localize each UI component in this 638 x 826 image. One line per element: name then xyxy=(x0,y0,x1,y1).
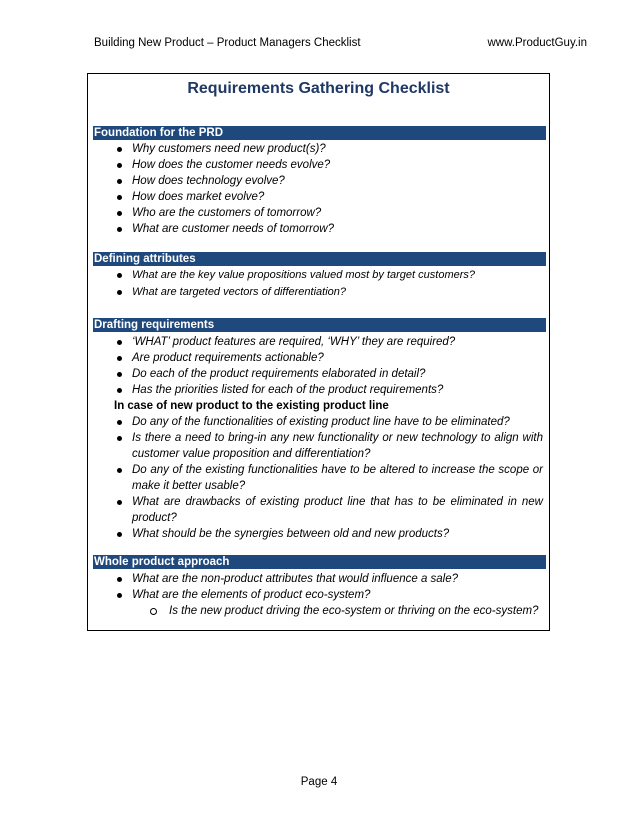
list-subitem: Is the new product driving the eco-system or thriving on the eco-system? xyxy=(88,603,549,619)
section-heading-drafting: Drafting requirements xyxy=(93,318,546,332)
list-item: Why customers need new product(s)? xyxy=(88,141,549,157)
list-item: Do each of the product requirements elaborated in detail? xyxy=(88,366,549,382)
bullet-icon xyxy=(117,340,122,345)
list-item: What should be the synergies between old and new products? xyxy=(88,526,549,542)
list-item: Do any of the functionalities of existing product line have to be eliminated? xyxy=(88,414,549,430)
bullet-icon xyxy=(117,593,122,598)
list-item: What are the key value propositions valued most by target customers? xyxy=(88,267,549,284)
subheading: In case of new product to the existing product line xyxy=(114,400,389,412)
checklist-title: Requirements Gathering Checklist xyxy=(187,80,450,97)
section-list-whole-product xyxy=(88,571,549,619)
list-item: What are drawbacks of existing product line that has to be eliminated in new product? xyxy=(88,494,549,526)
section-list-drafting xyxy=(88,334,549,542)
bullet-icon xyxy=(117,468,122,473)
checklist-box xyxy=(87,73,550,631)
list-item: ‘WHAT’ product features are required, ‘WHY’ they are required? xyxy=(88,334,549,350)
list-item: Is there a need to bring-in any new functionality or new technology to align with customer value proposition and differentiation? xyxy=(88,430,549,462)
bullet-icon xyxy=(117,532,122,537)
list-item: How does the customer needs evolve? xyxy=(88,157,549,173)
list-item: What are the elements of product eco-system? xyxy=(88,587,549,603)
page-number: Page 4 xyxy=(300,776,338,788)
bullet-icon xyxy=(117,436,122,441)
list-item: Do any of the existing functionalities have to be altered to increase the scope or make it better usable? xyxy=(88,462,549,494)
bullet-icon xyxy=(117,290,122,295)
section-list-foundation xyxy=(88,141,549,237)
bullet-icon xyxy=(117,179,122,184)
list-item: What are customer needs of tomorrow? xyxy=(88,221,549,237)
page-header-title: Building New Product – Product Managers Checklist xyxy=(94,37,361,49)
bullet-icon xyxy=(117,388,122,393)
bullet-icon xyxy=(117,273,122,278)
bullet-icon xyxy=(117,227,122,232)
bullet-icon xyxy=(117,163,122,168)
bullet-icon xyxy=(117,195,122,200)
bullet-icon xyxy=(117,147,122,152)
list-item: What are targeted vectors of differentiation? xyxy=(88,284,549,301)
section-heading-whole-product: Whole product approach xyxy=(93,555,546,569)
list-item: Are product requirements actionable? xyxy=(88,350,549,366)
section-heading-foundation: Foundation for the PRD xyxy=(93,126,546,140)
bullet-icon xyxy=(117,356,122,361)
list-item: Who are the customers of tomorrow? xyxy=(88,205,549,221)
bullet-icon xyxy=(117,577,122,582)
bullet-icon xyxy=(117,420,122,425)
list-item: How does market evolve? xyxy=(88,189,549,205)
list-item: How does technology evolve? xyxy=(88,173,549,189)
section-heading-defining: Defining attributes xyxy=(93,252,546,266)
bullet-icon xyxy=(117,372,122,377)
bullet-icon xyxy=(117,211,122,216)
section-list-defining xyxy=(88,267,549,301)
page-header-url: www.ProductGuy.in xyxy=(487,37,587,49)
circle-bullet-icon xyxy=(150,608,157,615)
list-item: Has the priorities listed for each of the product requirements? xyxy=(88,382,549,398)
list-item: What are the non-product attributes that would influence a sale? xyxy=(88,571,549,587)
bullet-icon xyxy=(117,500,122,505)
